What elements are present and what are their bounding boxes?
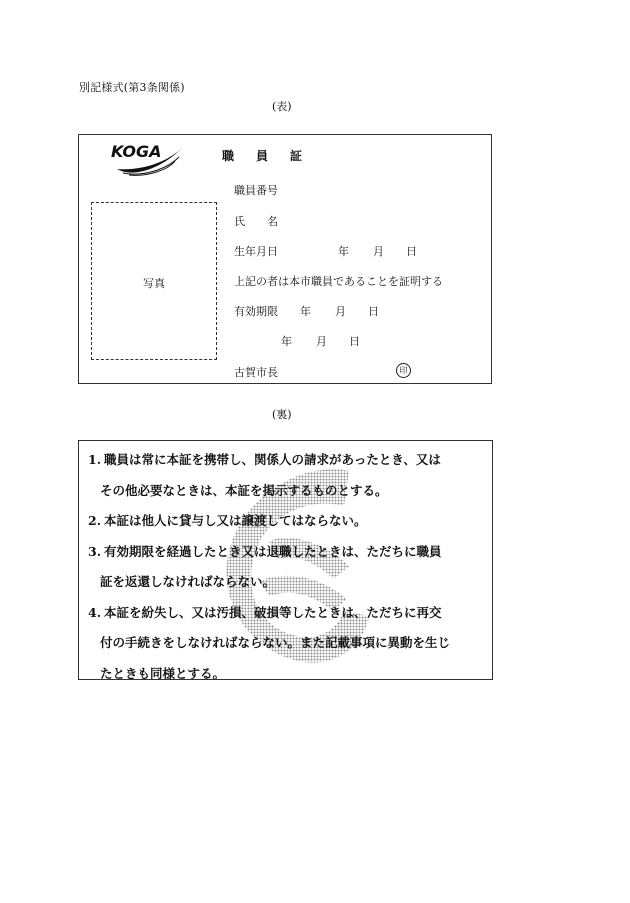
card-title-char: 員 — [256, 149, 269, 163]
valid-label: 有効期限 — [234, 305, 278, 318]
logo-text: KOGA — [111, 142, 162, 161]
valid-until-row: 有効期限 年 月 日 — [234, 305, 379, 318]
card-title-char: 証 — [290, 149, 303, 163]
rule-item: 3. 有効期限を経過したとき又は退職したときは、ただちに職員 証を返還しなければならない。 — [88, 543, 442, 589]
name-label: 氏 名 — [234, 215, 278, 228]
staff-number-label: 職員番号 — [234, 184, 278, 197]
id-card-back — [78, 440, 493, 680]
mayor-label: 古賀市長 — [234, 366, 278, 379]
certify-text: 上記の者は本市職員であることを証明する — [234, 275, 443, 288]
card-title — [222, 147, 324, 164]
photo-box — [91, 202, 217, 360]
rule-item: 4. 本証を紛失し、又は汚損、破損等したときは、ただちに再交 付の手続きをしなければならない。また記載事項に異動を生じ たときも同様とする。 — [88, 604, 451, 680]
rules-list — [88, 445, 488, 680]
back-side-label: (裏) — [272, 408, 292, 421]
birthdate-label: 生年月日 — [234, 245, 278, 258]
birthdate-row: 生年月日 年 月 日 — [234, 245, 417, 258]
card-title-char: 職 — [222, 149, 235, 163]
rule-item: 1. 職員は常に本証を携帯し、関係人の請求があったとき、又は その他必要なときは、本証を掲示するものとする。 — [88, 452, 441, 498]
front-side-label: (表) — [272, 100, 292, 113]
photo-label: 写真 — [143, 277, 165, 290]
koga-logo-icon — [109, 139, 187, 177]
issue-date-row: 年 月 日 — [281, 335, 360, 348]
rule-item: 2. 本証は他人に貸与し又は譲渡してはならない。 — [88, 513, 367, 528]
form-title: 別記様式(第3条関係) — [79, 81, 185, 94]
id-card-front — [78, 134, 492, 384]
seal-mark: 印 — [396, 363, 411, 378]
